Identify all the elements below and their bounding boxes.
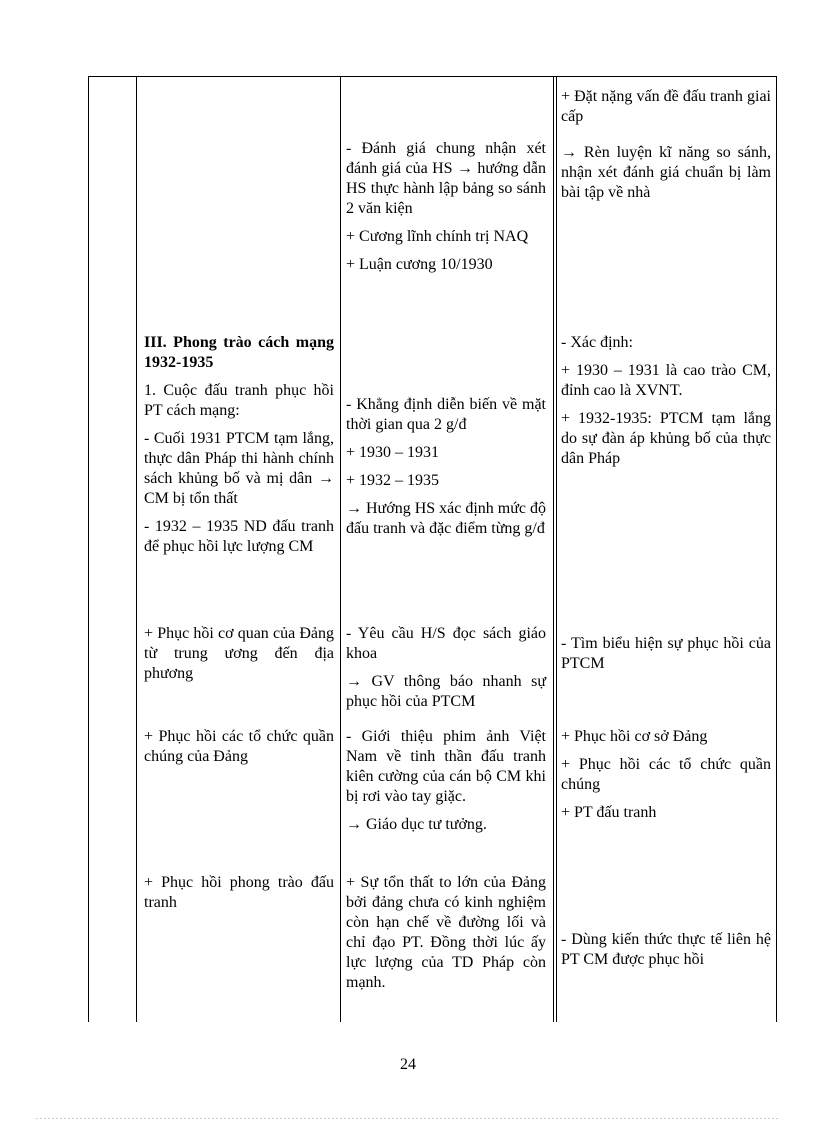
text-line: - Yêu cầu H/S đọc sách giáo khoa xyxy=(346,625,546,662)
text-line: + 1932-1935: PTCM tạm lắng do sự đàn áp khủng bố của thực dân Pháp xyxy=(561,410,771,467)
column-divider-3b xyxy=(556,76,557,1022)
col2-row3-cell xyxy=(346,624,546,720)
col2-row2-cell xyxy=(346,395,546,547)
col1-row2-cell xyxy=(144,333,334,565)
section-heading: III. Phong trào cách mạng 1932-1935 xyxy=(144,334,334,371)
text-line: + Phục hồi cơ sở Đảng xyxy=(561,728,708,745)
text-line: + Phục hồi các tổ chức quần chúng xyxy=(561,756,771,793)
col3-row1-cell xyxy=(561,87,771,211)
text-line: + Luận cương 10/1930 xyxy=(346,256,493,273)
text-line: - Giới thiệu phim ảnh Việt Nam về tinh thần đấu tranh kiên cường của cán bộ CM khi bị rơi vào tay giặc. xyxy=(346,728,546,805)
column-divider-3 xyxy=(553,76,554,1022)
col2-row1-cell xyxy=(346,139,546,283)
page-number: 24 xyxy=(400,1056,416,1073)
text-line: + 1930 – 1931 xyxy=(346,444,440,461)
text-line: + Cương lĩnh chính trị NAQ xyxy=(346,228,529,245)
col3-row3-cell xyxy=(561,634,771,682)
text-line: + Phục hồi các tổ chức quần chúng của Đảng xyxy=(144,728,334,765)
text-line: + Sự tổn thất to lớn của Đảng bởi đảng chưa có kinh nghiệm còn hạn chế về đường lối và chỉ đạo PT. Đồng thời lúc ấy lực lượng của TD Pháp còn mạnh. xyxy=(346,874,546,991)
table-left-border xyxy=(88,76,89,1022)
col2-row4-cell xyxy=(346,727,546,843)
text-line: 1. Cuộc đấu tranh phục hồi PT cách mạng: xyxy=(144,382,334,419)
col3-row5-cell xyxy=(561,930,771,978)
page-bottom-dotted-rule xyxy=(36,1118,780,1119)
text-line: + 1930 – 1931 là cao trào CM, đỉnh cao là XVNT. xyxy=(561,362,771,399)
col2-row5-cell xyxy=(346,873,546,1001)
col3-row2-cell xyxy=(561,333,771,477)
text-line: + Đặt nặng vấn đề đấu tranh giai cấp xyxy=(561,88,771,125)
text-line: → Rèn luyện kĩ năng so sánh, nhận xét đánh giá chuẩn bị làm bài tập về nhà xyxy=(561,144,771,201)
text-line: + Phục hồi phong trào đấu tranh xyxy=(144,874,334,911)
col1-row5-cell xyxy=(144,873,334,921)
text-line: - Cuối 1931 PTCM tạm lắng, thực dân Pháp thi hành chính sách khủng bố và mị dân → CM bị tổn thất xyxy=(144,430,334,507)
text-line: → Hướng HS xác định mức độ đấu tranh và đặc điểm từng g/đ xyxy=(346,500,547,537)
text-line: + Phục hồi cơ quan của Đảng từ trung ương đến địa phương xyxy=(144,625,334,682)
text-line: → GV thông báo nhanh sự phục hồi của PTCM xyxy=(346,673,546,710)
column-divider-1 xyxy=(136,76,137,1022)
text-line: → Giáo dục tư tưởng. xyxy=(346,816,487,833)
text-line: - Đánh giá chung nhận xét đánh giá của HS → hướng dẫn HS thực hành lập bảng so sánh 2 văn kiện xyxy=(346,140,546,217)
text-line: - Khẳng định diễn biến về mặt thời gian qua 2 g/đ xyxy=(346,396,546,433)
col3-row4-cell xyxy=(561,727,771,831)
text-line: + 1932 – 1935 xyxy=(346,472,440,489)
text-line: - Tìm biểu hiện sự phục hồi của PTCM xyxy=(561,635,771,672)
text-line: - Xác định: xyxy=(561,334,633,351)
column-divider-2 xyxy=(340,76,341,1022)
col1-row4-cell xyxy=(144,727,334,775)
text-line: - Dùng kiến thức thực tế liên hệ PT CM được phục hồi xyxy=(561,931,771,968)
table-right-border xyxy=(776,76,777,1022)
table-top-border xyxy=(88,76,776,77)
col1-row3-cell xyxy=(144,624,334,692)
text-line: - 1932 – 1935 ND đấu tranh để phục hồi lực lượng CM xyxy=(144,518,334,555)
text-line: + PT đấu tranh xyxy=(561,804,657,821)
